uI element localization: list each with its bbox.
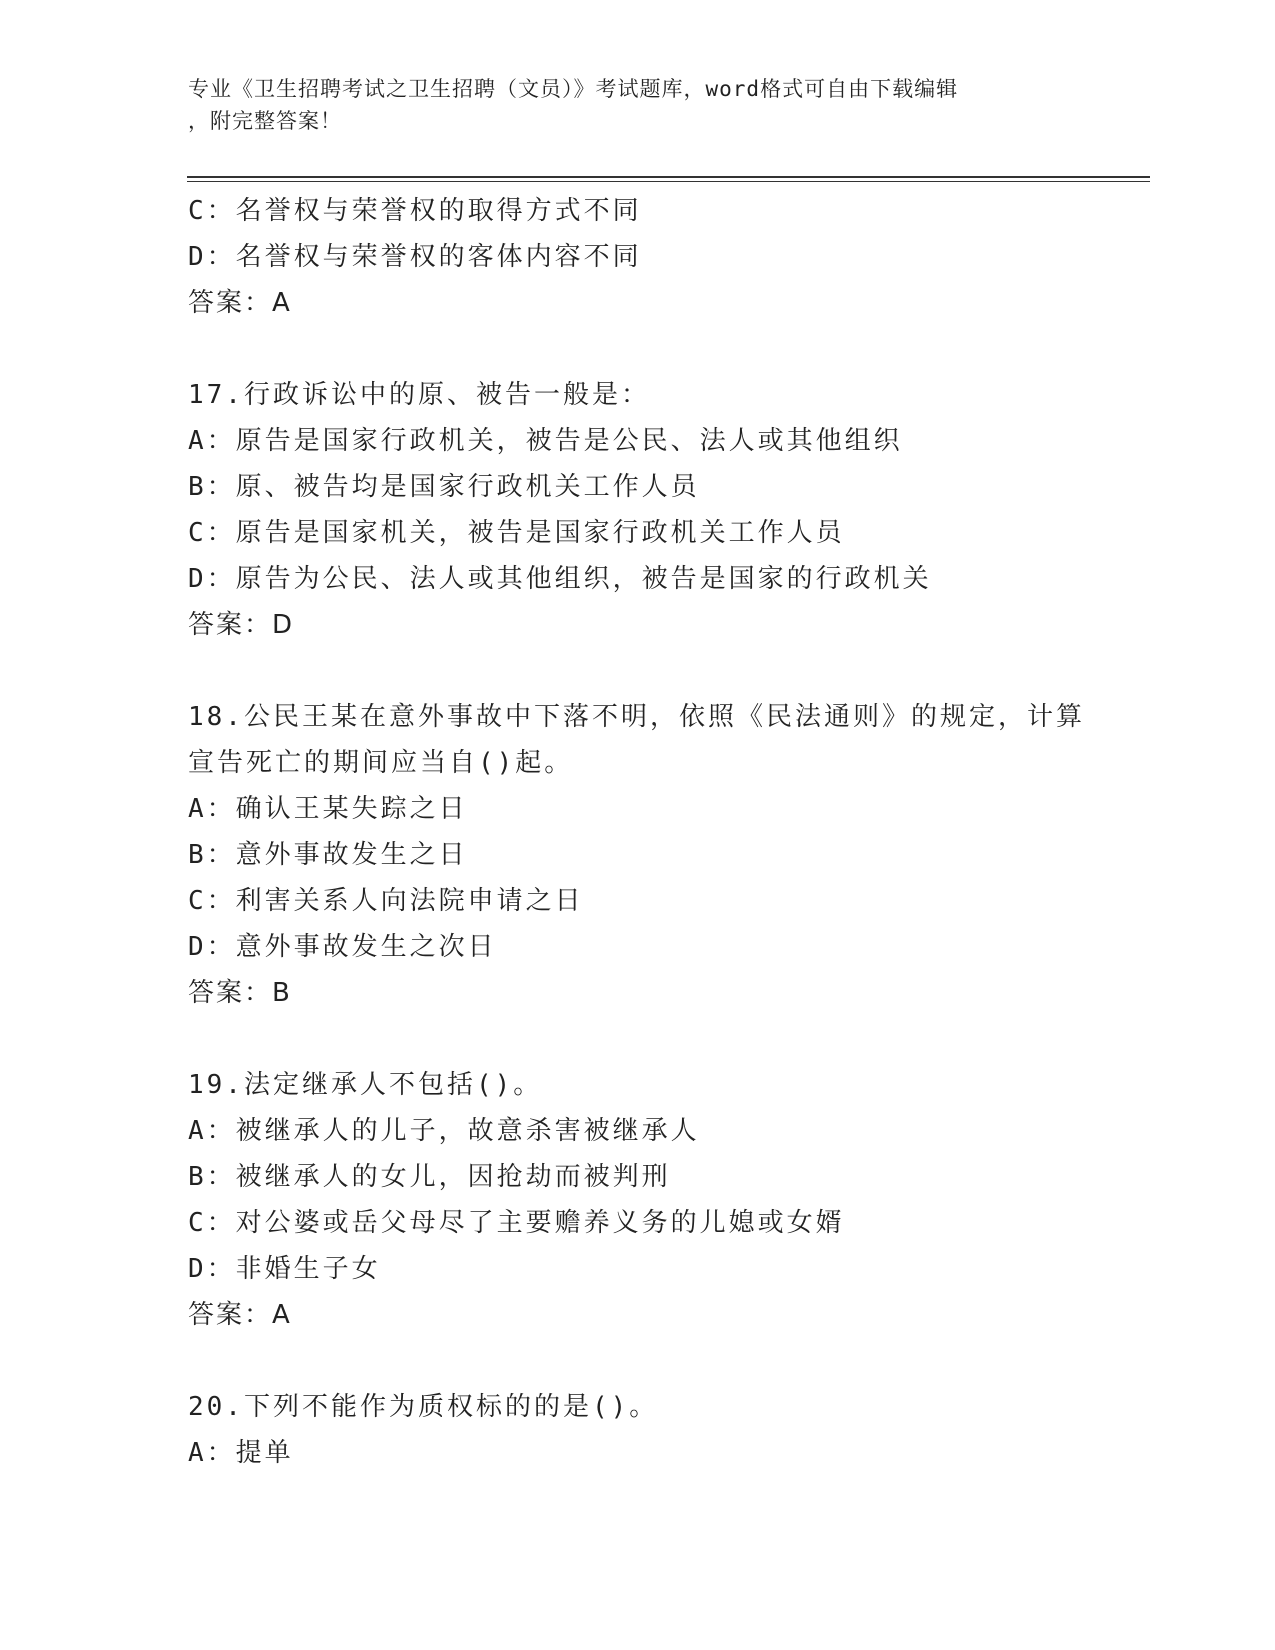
option-a: A：确认王某失踪之日 xyxy=(188,794,468,824)
option-b: B：被继承人的女儿，因抢劫而被判刑 xyxy=(188,1162,671,1192)
option-a: A：原告是国家行政机关，被告是公民、法人或其他组织 xyxy=(188,426,903,456)
spacer xyxy=(188,648,1148,694)
header-divider-thick xyxy=(187,176,1150,178)
option-d: D：原告为公民、法人或其他组织，被告是国家的行政机关 xyxy=(188,564,932,594)
option-c: C：名誉权与荣誉权的取得方式不同 xyxy=(188,196,642,226)
option-d: D：非婚生子女 xyxy=(188,1254,381,1284)
option-d: D：名誉权与荣誉权的客体内容不同 xyxy=(188,242,642,272)
spacer xyxy=(188,326,1148,372)
option-c: C：利害关系人向法院申请之日 xyxy=(188,886,584,916)
option-a: A：被继承人的儿子，故意杀害被继承人 xyxy=(188,1116,700,1146)
question-stem: 19.法定继承人不包括()。 xyxy=(188,1070,543,1100)
question-20 xyxy=(188,1384,1148,1476)
question-stem: 20.下列不能作为质权标的的是()。 xyxy=(188,1392,659,1422)
option-d: D：意外事故发生之次日 xyxy=(188,932,497,962)
page-header xyxy=(188,73,1088,137)
option-c: C：原告是国家机关，被告是国家行政机关工作人员 xyxy=(188,518,845,548)
option-b: B：意外事故发生之日 xyxy=(188,840,468,870)
question-17 xyxy=(188,372,1148,648)
question-18 xyxy=(188,694,1148,1016)
answer-line: 答案：A xyxy=(188,1300,292,1330)
option-a: A：提单 xyxy=(188,1438,294,1468)
option-c: C：对公婆或岳父母尽了主要赡养义务的儿媳或女婿 xyxy=(188,1208,845,1238)
question-content xyxy=(188,188,1148,1476)
answer-line: 答案：D xyxy=(188,610,295,640)
header-line-1: 专业《卫生招聘考试之卫生招聘（文员）》考试题库，word格式可自由下载编辑 xyxy=(188,77,959,101)
header-divider-thin xyxy=(187,181,1150,182)
answer-line: 答案：A xyxy=(188,288,292,318)
question-stem: 18.公民王某在意外事故中下落不明，依照《民法通则》的规定，计算 xyxy=(188,702,1085,732)
spacer xyxy=(188,1338,1148,1384)
question-16-continued xyxy=(188,188,1148,326)
option-b: B：原、被告均是国家行政机关工作人员 xyxy=(188,472,700,502)
question-19 xyxy=(188,1062,1148,1338)
question-stem-continued: 宣告死亡的期间应当自()起。 xyxy=(188,748,574,778)
spacer xyxy=(188,1016,1148,1062)
answer-line: 答案：B xyxy=(188,978,292,1008)
question-stem: 17.行政诉讼中的原、被告一般是： xyxy=(188,380,650,410)
header-line-2: ，附完整答案！ xyxy=(188,109,342,133)
